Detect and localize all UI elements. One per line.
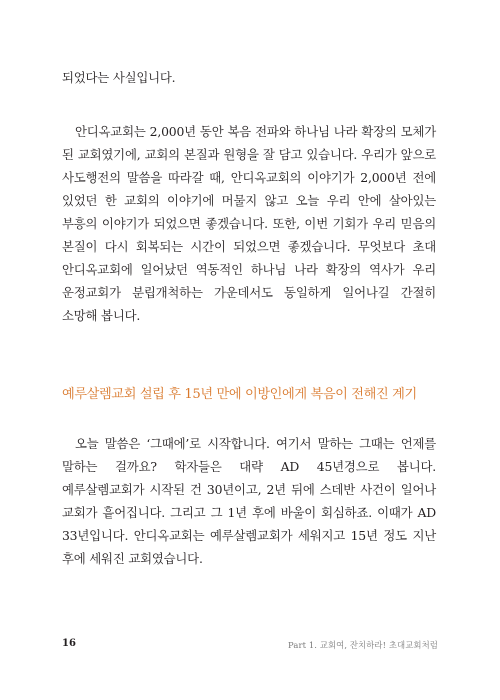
body-paragraph-1: 안디옥교회는 2,000년 동안 복음 전파와 하나님 나라 확장의 모체가 된 교회였기에, 교회의 본질과 원형을 잘 담고 있습니다. 우리가 앞으로 사도행전의 말씀을 따라갈 때, 안디옥교회의 이야기가 2,000년 전에 있었던 한 교회의 이야기에 머물지 않고 오늘 우리 안에 살아있는 부흥의 이야기가 되었으면 좋겠습니다. 또한, 이번 기회가 우리 믿음의 본질이 다시 회복되는 시간이 되었으면 좋겠습니다. 무엇보다 초대 안디옥교회에 일어났던 역동적인 하나님 나라 확장의 역사가 우리 운정교회가 분립개척하는 가운데서도 동일하게 일어나길 간절히 소망해 봅니다. (62, 124, 436, 323)
running-title: Part 1. 교회여, 잔치하라! 초대교회처럼 (288, 640, 438, 650)
section-heading: 예루살렘교회 설립 후 15년 만에 이방인에게 복음이 전해진 계기 (62, 387, 417, 402)
body-paragraph-2: 오늘 말씀은 ‘그때에’로 시작합니다. 여기서 말하는 그때는 언제를 말하는 걸까요? 학자들은 대략 AD 45년경으로 봅니다. 예루살렘교회가 시작된 건 30년이고, 2년 뒤에 스데반 사건이 일어나 교회가 흩어집니다. 그리고 그 1년 후에 바울이 회심하죠. 이때가 AD 33년입니다. 안디옥교회는 예루살렘교회가 세워지고 15년 정도 지난 후에 세워진 교회였습니다. (62, 436, 436, 566)
lead-paragraph: 되었다는 사실입니다. (62, 70, 176, 85)
page-number: 16 (62, 638, 76, 649)
